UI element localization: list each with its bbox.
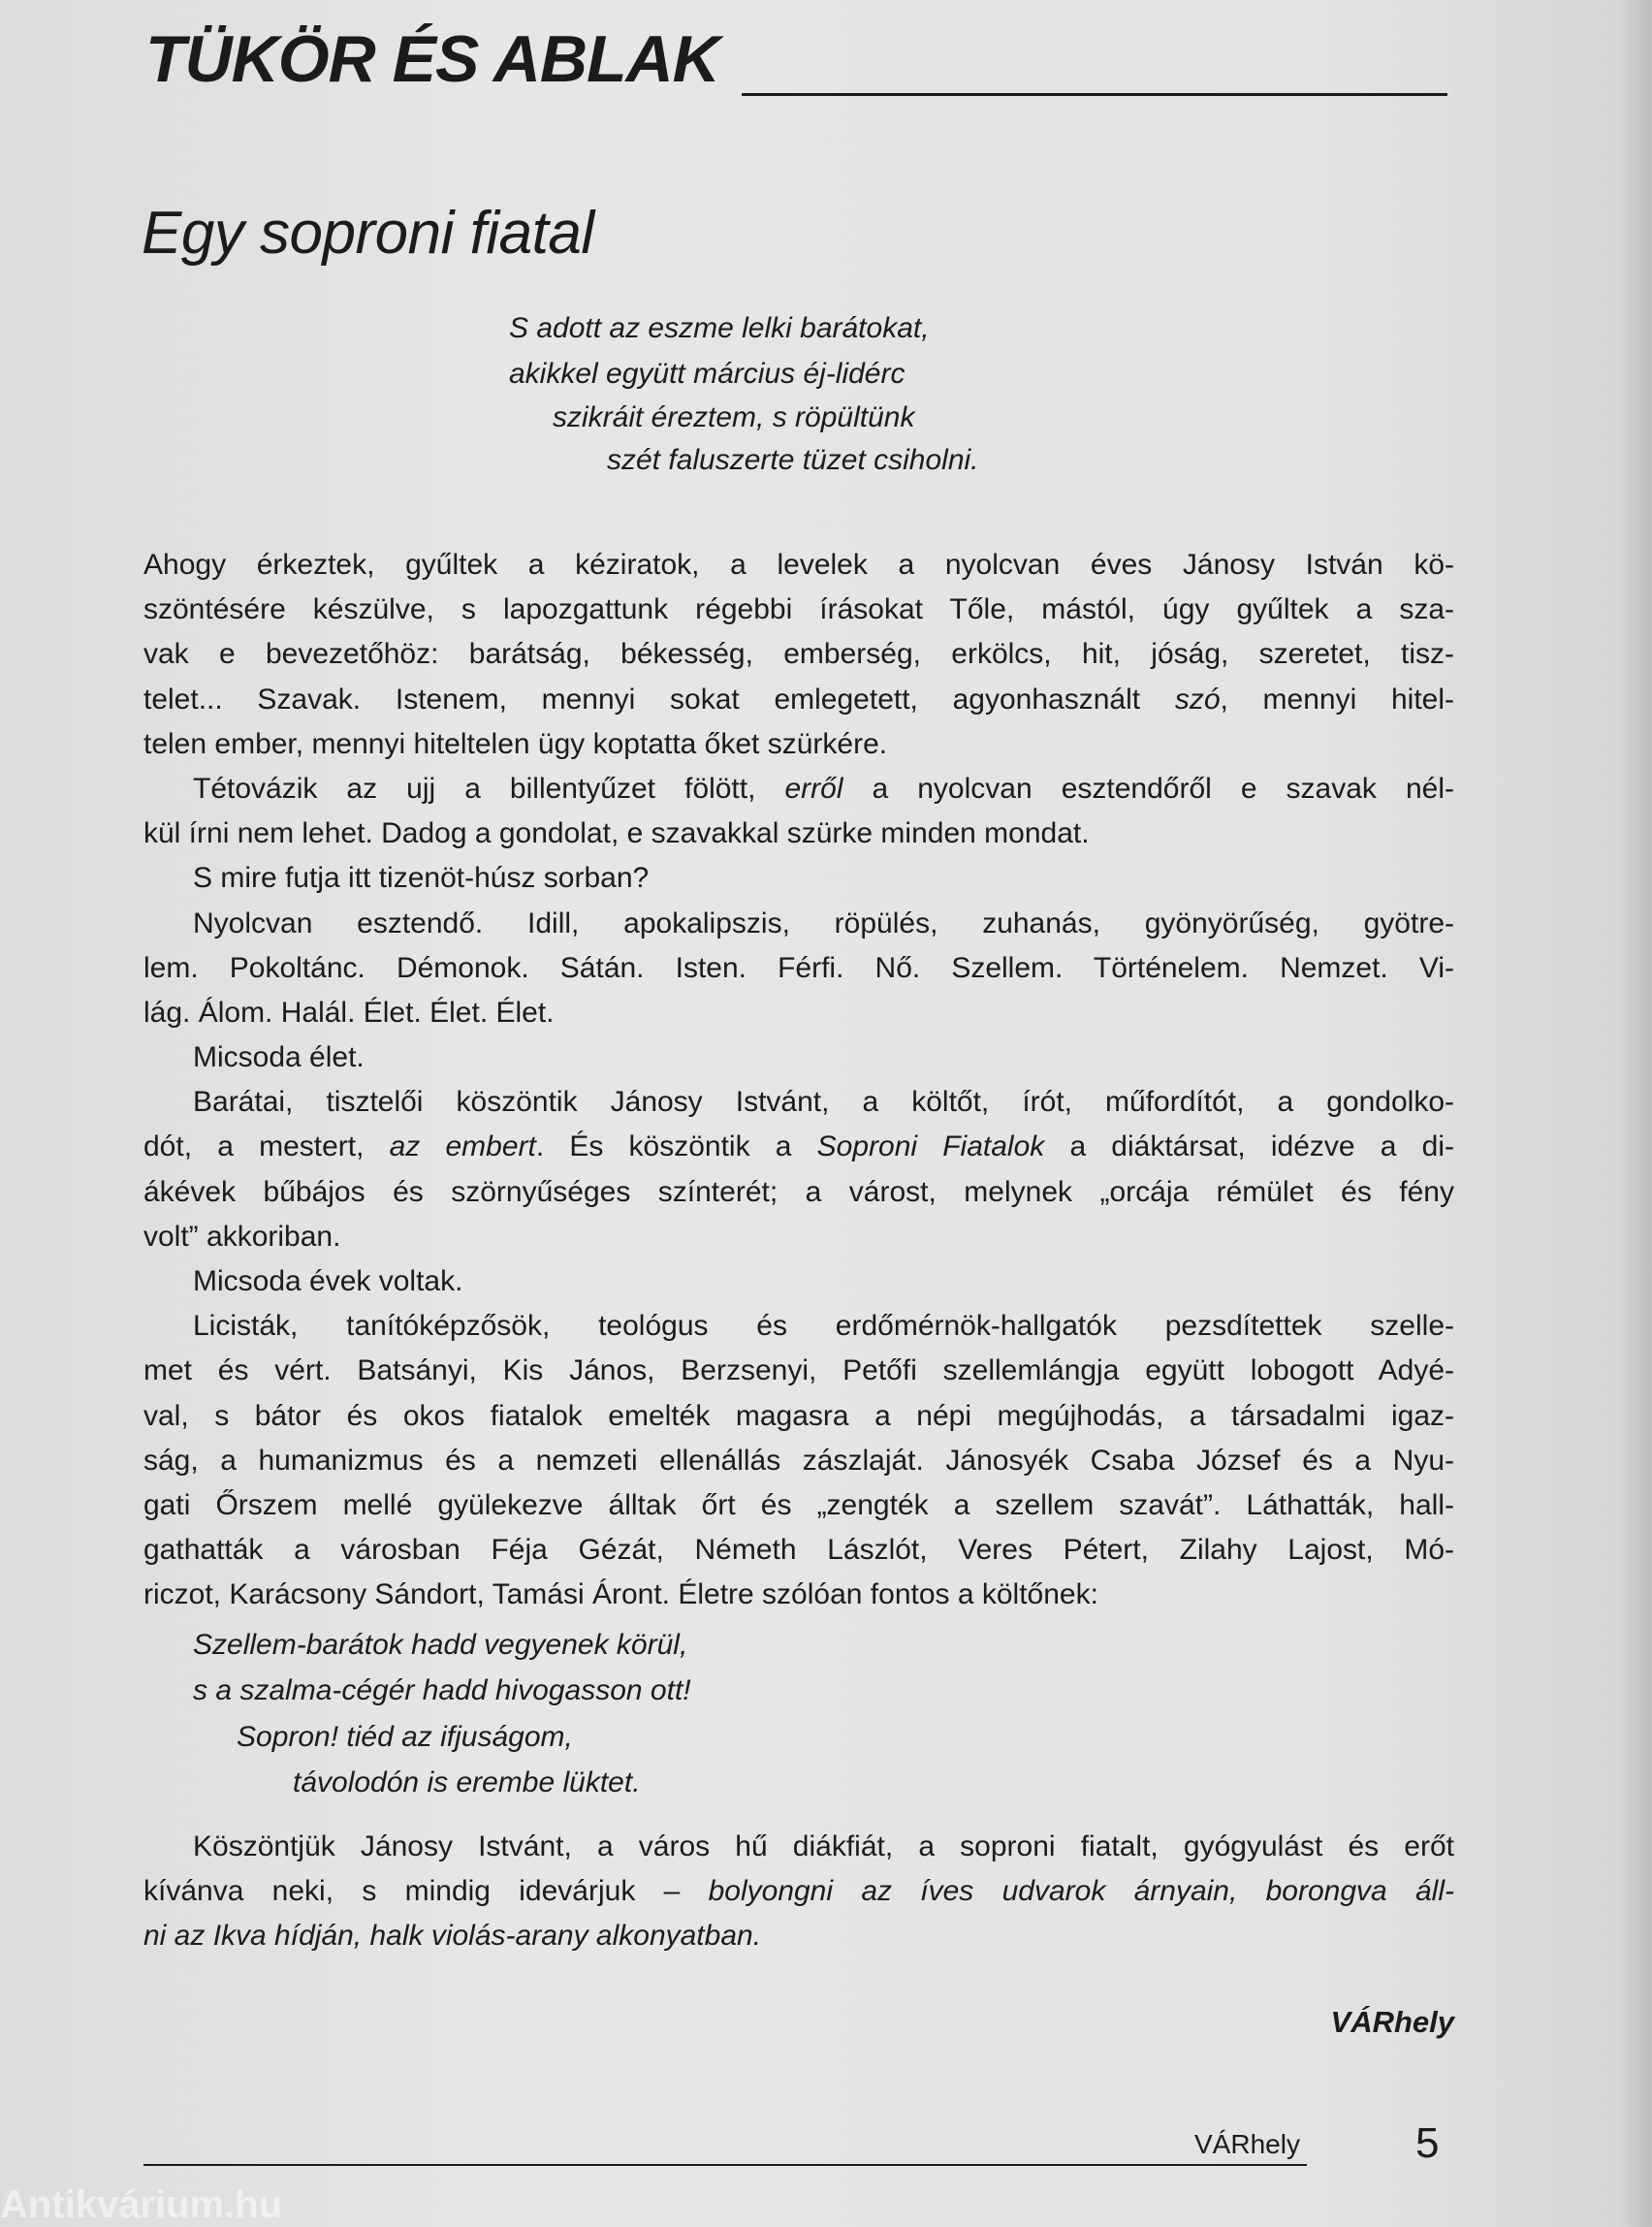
text: dót, a mestert, [143, 1130, 390, 1163]
text-line [143, 1259, 1454, 1304]
watermark: Antikvárium.hu [0, 2183, 283, 2226]
closing-paragraph [143, 1825, 1454, 1959]
text: Micsoda élet. [193, 1041, 365, 1074]
text-line [143, 1170, 1454, 1215]
text-line [143, 1825, 1454, 1869]
italic-text: erről [784, 772, 843, 805]
text: ság, a humanizmus és a nemzeti ellenállás zászlaját. Jánosyék Csaba József és a Nyu- [143, 1444, 1454, 1477]
text: Micsoda évek voltak. [193, 1265, 463, 1297]
epigraph-line: szét faluszerte tüzet csiholni. [607, 444, 979, 476]
text: a diáktársat, idézve a di- [1044, 1130, 1454, 1163]
footer-magazine-name: VÁRhely [1194, 2129, 1300, 2159]
text: lág. Álom. Halál. Élet. Élet. Élet. [143, 996, 555, 1029]
text-line [143, 1215, 1454, 1259]
text-line [143, 1349, 1454, 1393]
text-line [143, 588, 1454, 632]
text: Tétovázik az ujj a billentyűzet fölött, [193, 772, 785, 805]
text-line [143, 678, 1454, 722]
poem-line: Sopron! tiéd az ifjuságom, [237, 1720, 573, 1753]
text: szöntésére készülve, s lapozgattunk régebbi írásokat Tőle, mástól, úgy gyűltek a sza- [143, 593, 1454, 626]
text-line [143, 1483, 1454, 1528]
page-number: 5 [1415, 2119, 1440, 2167]
poem-line: Szellem-barátok hadd vegyenek körül, [193, 1629, 688, 1661]
text-line [143, 632, 1454, 677]
text: Licisták, tanítóképzősök, teológus és erdőmérnök-hallgatók pezsdítettek szelle- [193, 1310, 1454, 1343]
text: gati Őrszem mellé gyülekezve álltak őrt és „zengték a szellem szavát”. Láthatták, hall- [143, 1488, 1454, 1521]
text-line [143, 1914, 1454, 1958]
footer-rule [143, 2164, 1307, 2166]
article-body [143, 543, 1454, 1618]
italic-text: Soproni Fiatalok [816, 1130, 1045, 1163]
text-line [143, 991, 1454, 1035]
text-line [143, 1125, 1454, 1169]
text: lem. Pokoltánc. Démonok. Sátán. Isten. Férfi. Nő. Szellem. Történelem. Nemzet. Vi- [143, 951, 1454, 984]
section-title: TÜKÖR ÉS ABLAK [145, 22, 719, 96]
text: , mennyi hitel- [1220, 683, 1455, 716]
text: Nyolcvan esztendő. Idill, apokalipszis, röpülés, zuhanás, gyönyörűség, gyötre- [193, 907, 1454, 939]
text: ákévek bűbájos és szörnyűséges színterét; a várost, melynek „orcája rémület és fény [143, 1175, 1454, 1208]
text: a nyolcvan esztendőről e szavak nél- [842, 772, 1454, 805]
text: volt” akkoriban. [143, 1220, 341, 1253]
article-title: Egy soproni fiatal [142, 200, 594, 267]
text: vak e bevezetőhöz: barátság, békesség, emberség, erkölcs, hit, jóság, szeretet, tisz- [143, 638, 1454, 671]
epigraph-line: szikráit éreztem, s röpültünk [553, 401, 915, 433]
text-line [143, 543, 1454, 588]
text: telet... Szavak. Istenem, mennyi sokat emlegetett, agyonhasznált [143, 683, 1175, 716]
poem-quote [143, 1622, 1454, 1806]
text: gathatták a városban Féja Gézát, Németh Lászlót, Veres Pétert, Zilahy Lajost, Mó- [143, 1534, 1454, 1567]
epigraph-line: akikkel együtt március éj-lidérc [509, 358, 905, 390]
text-line [143, 1439, 1454, 1483]
text: Ahogy érkeztek, gyűltek a kéziratok, a levelek a nyolcvan éves Jánosy István kö- [143, 549, 1454, 581]
text-line [143, 811, 1454, 856]
text-line [143, 1304, 1454, 1349]
title-rule [742, 93, 1447, 96]
text: val, s bátor és okos fiatalok emelték magasra a népi megújhodás, a társadalmi igaz- [143, 1399, 1454, 1432]
text: met és vért. Batsányi, Kis János, Berzsenyi, Petőfi szellemlángja együtt lobogott Adyé- [143, 1354, 1454, 1387]
text: riczot, Karácsony Sándort, Tamási Áront. Életre szólóan fontos a költőnek: [143, 1578, 1098, 1611]
text-line [143, 1394, 1454, 1439]
italic-text: ni az Ikva hídján, halk violás-arany alkonyatban. [143, 1920, 762, 1953]
text: Köszöntjük Jánosy Istvánt, a város hű diákfiát, a soproni fiatalt, gyógyulást és erőt [193, 1830, 1454, 1862]
epigraph-line: S adott az eszme lelki barátokat, [509, 312, 930, 344]
text-line [143, 1573, 1454, 1617]
text: kül írni nem lehet. Dadog a gondolat, e szavakkal szürke minden mondat. [143, 817, 1090, 850]
italic-text: bolyongni az íves udvarok árnyain, borongva áll- [708, 1875, 1454, 1908]
poem-line: s a szalma-cégér hadd hivogasson ott! [193, 1674, 691, 1707]
text: S mire futja itt tizenöt-húsz sorban? [193, 862, 650, 895]
text-line [143, 722, 1454, 767]
text-line [143, 1035, 1454, 1080]
italic-text: szó [1174, 683, 1221, 716]
text-line [143, 1869, 1454, 1914]
text: Barátai, tisztelői köszöntik Jánosy Istvánt, a költőt, írót, műfordítót, a gondolko- [193, 1086, 1454, 1119]
author-signature: VÁRhely [1330, 2005, 1454, 2039]
text-line [143, 856, 1454, 901]
text: . És köszöntik a [535, 1130, 817, 1163]
text-line [143, 1528, 1454, 1573]
poem-line: távolodón is erembe lüktet. [293, 1766, 641, 1799]
text-line [143, 1080, 1454, 1125]
text: kívánva neki, s mindig idevárjuk – [143, 1875, 709, 1908]
text: telen ember, mennyi hiteltelen ügy koptatta őket szürkére. [143, 727, 888, 760]
text-line [143, 946, 1454, 991]
italic-text: az embert [389, 1130, 536, 1163]
text-line [143, 902, 1454, 946]
text-line [143, 767, 1454, 811]
